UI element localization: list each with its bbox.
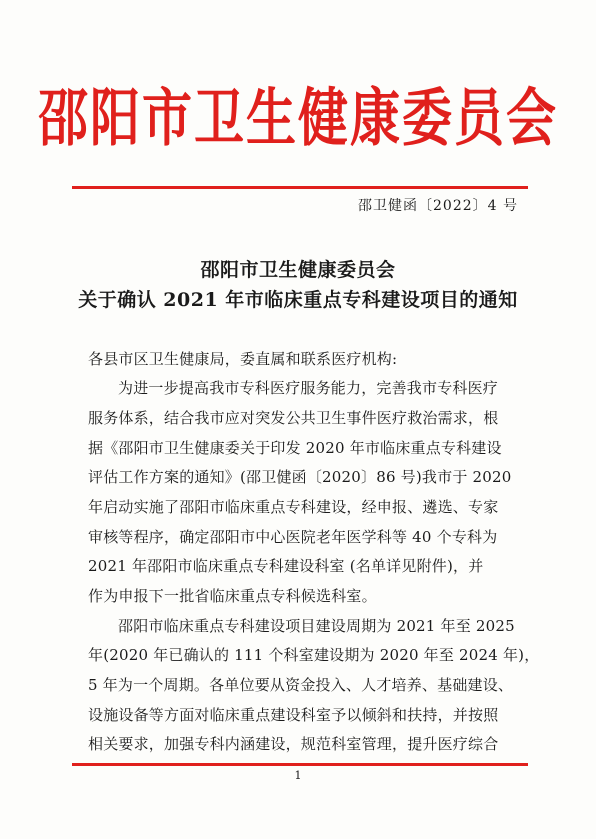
notice-title-line-2: 关于确认 2021 年市临床重点专科建设项目的通知 bbox=[78, 289, 518, 311]
body-line: 年(2020 年已确认的 111 个科室建设期为 2020 年至 2024 年)， bbox=[88, 646, 540, 664]
body-line: 评估工作方案的通知》(邵卫健函〔2020〕86 号)我市于 2020 bbox=[88, 468, 512, 486]
body-line: 相关要求，加强专科内涵建设，规范科室管理，提升医疗综合 bbox=[88, 735, 499, 753]
body-line: 审核等程序，确定邵阳市中心医院老年医学科等 40 个专科为 bbox=[88, 528, 498, 546]
body-line: 据《邵阳市卫生健康委关于印发 2020 年市临床重点专科建设 bbox=[88, 439, 502, 457]
page-number: 1 bbox=[294, 769, 302, 782]
body-line: 年启动实施了邵阳市临床重点专科建设，经申报、遴选、专家 bbox=[88, 498, 499, 516]
document-number: 邵卫健函〔2022〕4 号 bbox=[358, 198, 518, 214]
body-line: 2021 年邵阳市临床重点专科建设科室 (名单详见附件)，并 bbox=[88, 557, 484, 575]
body-line: 服务体系，结合我市应对突发公共卫生事件医疗救治需求，根 bbox=[88, 409, 499, 427]
red-divider-bottom bbox=[72, 763, 528, 766]
body-line: 邵阳市临床重点专科建设项目建设周期为 2021 年至 2025 bbox=[118, 617, 515, 635]
red-divider-top bbox=[72, 186, 528, 189]
body-line: 设施设备等方面对临床重点建设科室予以倾斜和扶持，并按照 bbox=[88, 706, 499, 724]
body-line: 为进一步提高我市专科医疗服务能力，完善我市专科医疗 bbox=[118, 379, 499, 397]
notice-title-line-1: 邵阳市卫生健康委员会 bbox=[200, 259, 396, 281]
body-line: 作为申报下一批省临床重点专科候选科室。 bbox=[88, 587, 377, 605]
body-line: 5 年为一个周期。各单位要从资金投入、人才培养、基础建设、 bbox=[88, 676, 514, 694]
body-line: 各县市区卫生健康局，委直属和联系医疗机构: bbox=[88, 350, 398, 368]
masthead-title: 邵阳市卫生健康委员会 bbox=[38, 81, 558, 155]
